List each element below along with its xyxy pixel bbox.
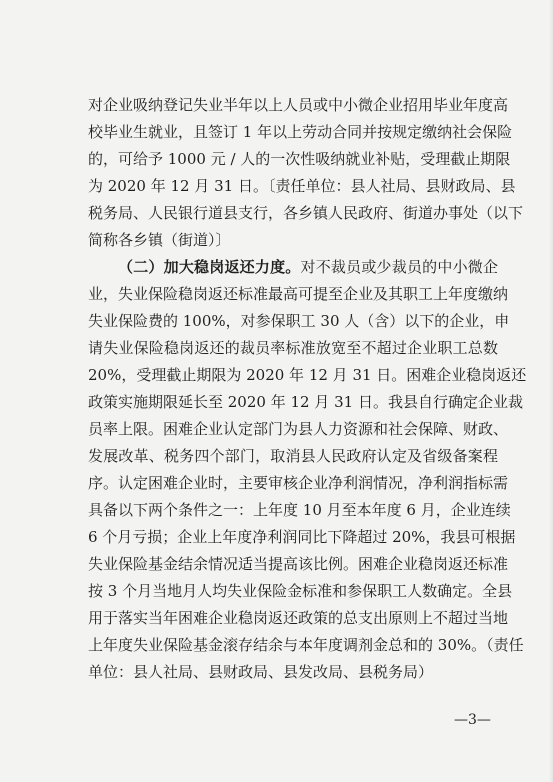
section-line: 业，失业保险稳岗返还标准最高可提至企业及其职工上年度缴纳 [88, 285, 509, 303]
section-line: 发展改革、税务四个部门，取消县人民政府认定及省级备案程 [88, 447, 498, 465]
section-line: 用于落实当年困难企业稳岗返还政策的总支出原则上不超过当地 [88, 609, 509, 627]
section-line: 失业保险费的 100%，对参保职工 30 人（含）以下的企业，申 [88, 312, 510, 330]
body-line: 为 2020 年 12 月 31 日。〔责任单位：县人社局、县财政局、县 [88, 177, 516, 195]
body-line: 对企业吸纳登记失业半年以上人员或中小微企业招用毕业年度高 [88, 96, 509, 114]
section-line: 序。认定困难企业时，主要审核企业净利润情况，净利润指标需 [88, 474, 509, 492]
section-heading: （二）加大稳岗返还力度。 [118, 258, 301, 276]
section-line: 政策实施期限延长至 2020 年 12 月 31 日。我县自行确定企业裁 [88, 393, 523, 411]
section-line: 上年度失业保险基金滚存结余与本年度调剂金总和的 30%。（责任 [88, 636, 524, 654]
body-line: 税务局、人民银行道县支行，各乡镇人民政府、街道办事处（以下 [88, 204, 524, 222]
section-line: 失业保险基金结余情况适当提高该比例。困难企业稳岗返还标准 [88, 555, 509, 573]
body-line: 简称各乡镇（街道）〕 [88, 231, 231, 249]
section-line: 单位：县人社局、县财政局、县发改局、县税务局） [88, 663, 434, 681]
body-line: 的，可给予 1000 元 / 人的一次性吸纳就业补贴，受理截止期限 [88, 150, 511, 168]
section-first-line-rest: 对不裁员或少裁员的中小微企 [300, 258, 498, 276]
body-line: 校毕业生就业，且签订 1 年以上劳动合同并按规定缴纳社会保险 [88, 123, 513, 141]
page-number: —3— [454, 712, 491, 728]
document-body [88, 92, 527, 686]
section-line: 请失业保险稳岗返还的裁员率标准放宽至不超过企业职工总数 [88, 339, 498, 357]
page-edge-shadow [549, 0, 553, 782]
section-line: 员率上限。困难企业认定部门为县人力资源和社会保障、财政、 [88, 420, 509, 438]
section-line: 6 个月亏损；企业上年度净利润同比下降超过 20%，我县可根据 [88, 528, 516, 546]
section-line: 按 3 个月当地月人均失业保险金标准和参保职工人数确定。全县 [88, 582, 513, 600]
section-line: 具备以下两个条件之一：上年度 10 月至本年度 6 月，企业连续 [88, 501, 511, 519]
section-line: 20%，受理截止期限为 2020 年 12 月 31 日。困难企业稳岗返还 [88, 366, 527, 384]
section-first-line [88, 254, 498, 281]
